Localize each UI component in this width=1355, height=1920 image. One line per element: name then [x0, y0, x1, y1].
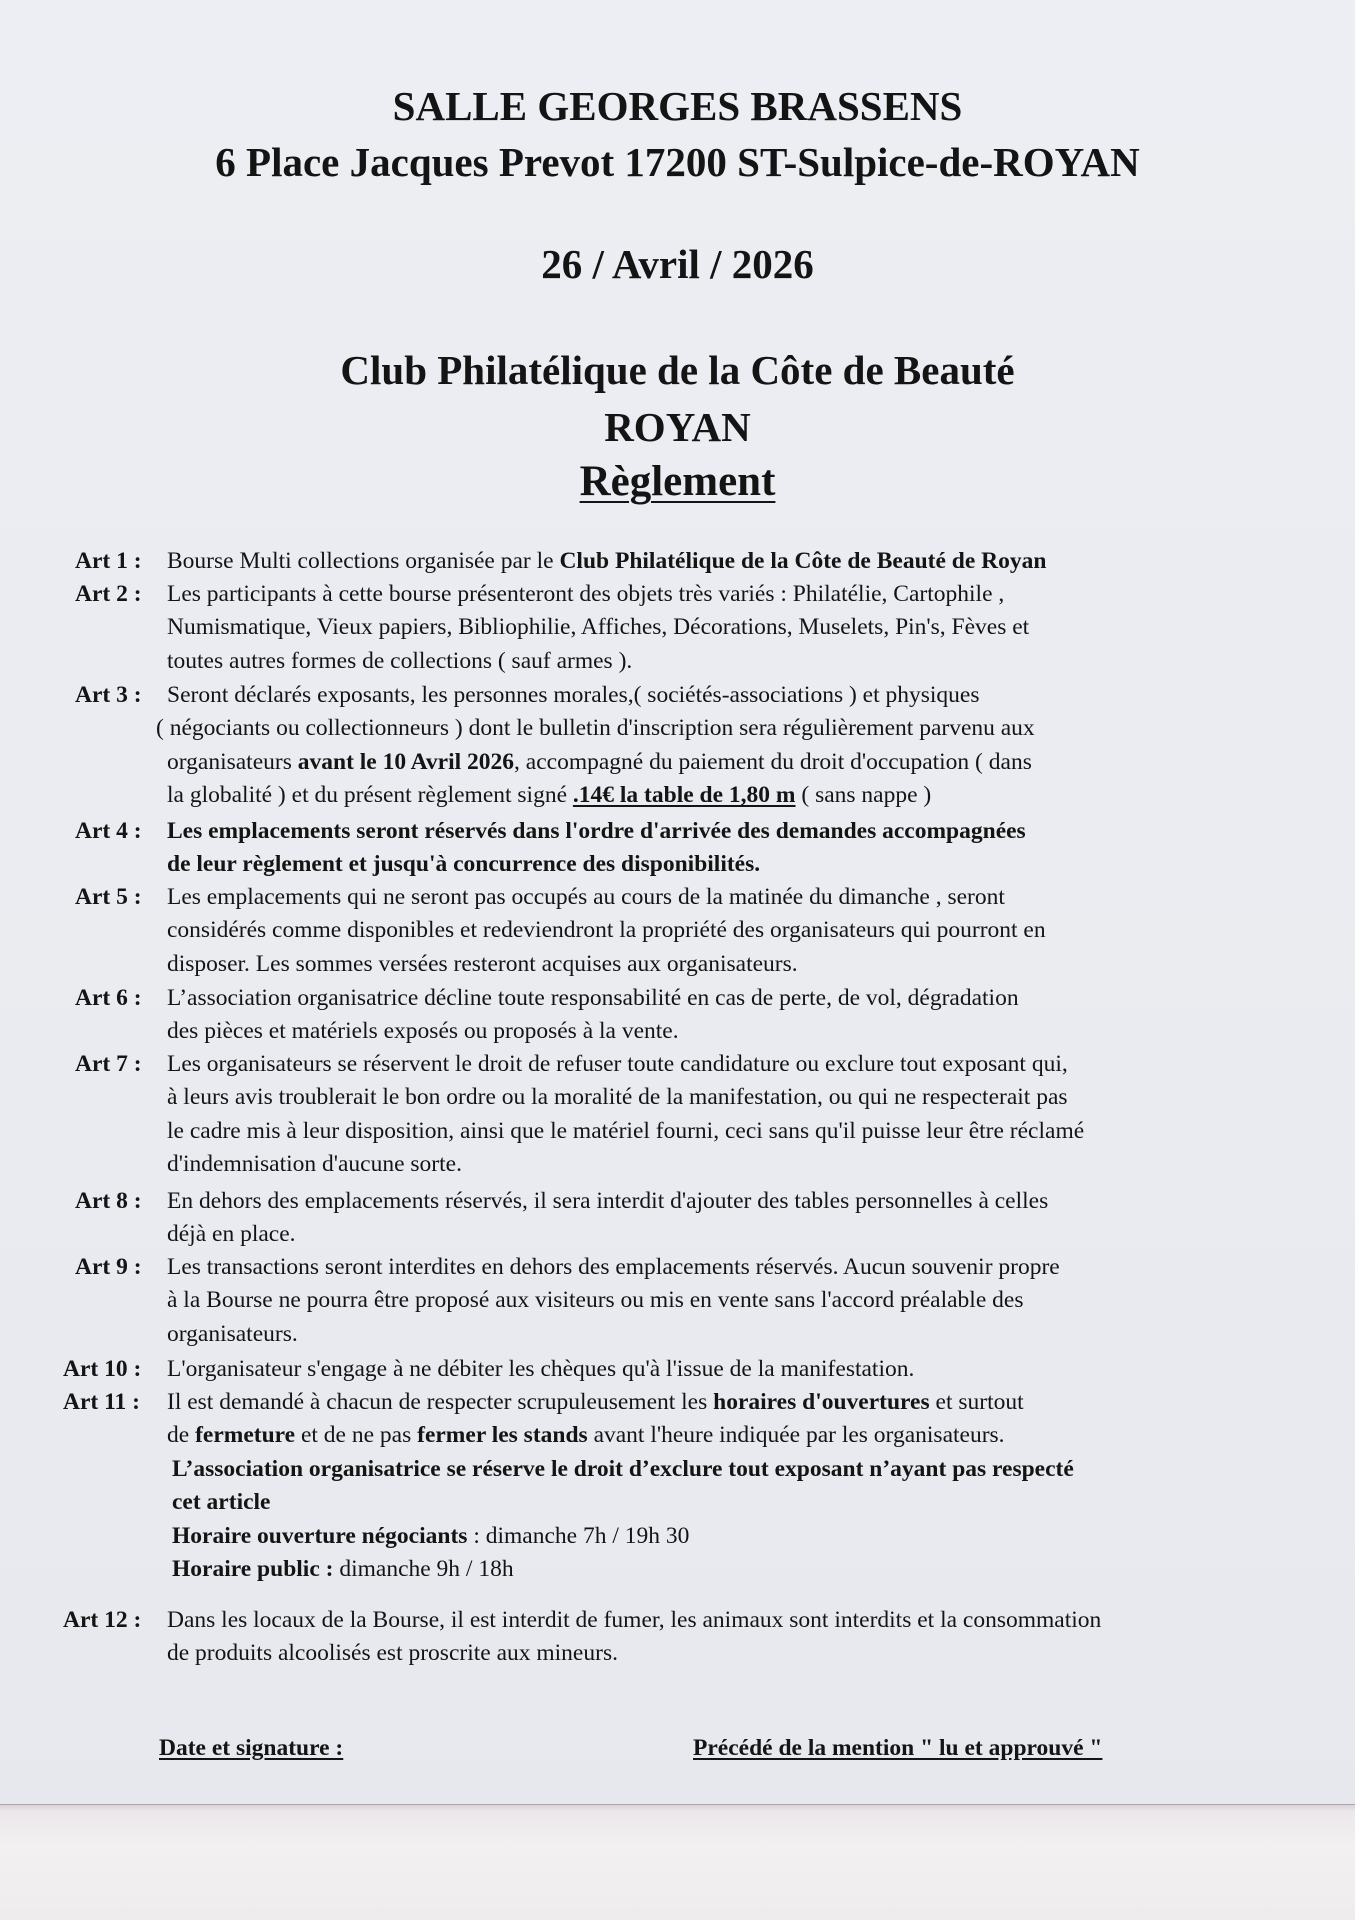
article-number: Art 11 : [63, 1389, 141, 1415]
text-segment: d'indemnisation d'aucune sorte. [167, 1151, 462, 1178]
article-number: Art 2 : [75, 581, 142, 607]
article-number: Art 9 : [75, 1254, 142, 1280]
text-segment: le cadre mis à leur disposition, ainsi que le matériel fourni, ceci sans qu'il puisse leur être réclamé [167, 1117, 1085, 1144]
article-line [167, 884, 1005, 911]
article-line [167, 749, 1032, 776]
text-segment: Il est demandé à chacun de respecter scrupuleusement les [167, 1389, 714, 1415]
scan-margin [0, 1805, 1355, 1920]
article-line [167, 548, 1046, 575]
text-segment: L’association organisatrice se réserve le droit d’exclure tout exposant n’ayant pas respecté [172, 1455, 1074, 1482]
article-line [167, 1321, 298, 1348]
text-segment: Dans les locaux de la Bourse, il est interdit de fumer, les animaux sont interdits et la consommation [167, 1607, 1102, 1633]
text-segment: la globalité ) et du présent règlement signé [167, 782, 573, 809]
text-segment: fermeture [195, 1422, 296, 1449]
rules-title [0, 457, 1355, 506]
text-segment: L'organisateur s'engage à ne débiter les chèques qu'à l'issue de la manifestation. [167, 1356, 915, 1382]
article-line [172, 1556, 514, 1583]
text-segment: organisateurs. [167, 1320, 298, 1347]
club-name: Club Philatélique de la Côte de Beauté [340, 347, 1015, 393]
article-line [167, 1018, 679, 1045]
article-number: Art 8 : [75, 1188, 142, 1214]
text-segment: disposer. Les sommes versées resteront acquises aux organisateurs. [167, 950, 798, 977]
text-segment: Les participants à cette bourse présenteront des objets très variés : Philatélie, Cartophile , [167, 581, 1005, 607]
article-number: Art 5 : [75, 884, 142, 910]
article-line [167, 782, 931, 809]
text-segment: Numismatique, Vieux papiers, Bibliophilie, Affiches, Décorations, Muselets, Pin's, Fèves et [167, 614, 1030, 641]
article-line [167, 985, 1019, 1012]
text-segment: fermer les stands [417, 1422, 588, 1449]
article-line [167, 1287, 1023, 1314]
text-segment: avant l'heure indiquée par les organisateurs. [587, 1422, 1005, 1449]
text-segment: , accompagné du paiement du droit d'occupation ( dans [514, 748, 1032, 775]
text-segment: toutes autres formes de collections ( sauf armes ). [167, 647, 633, 674]
article-number: Art 1 : [75, 548, 142, 574]
article-number: Art 3 : [75, 682, 142, 708]
text-segment: à leurs avis troublerait le bon ordre ou la moralité de la manifestation, ou qui ne respecterait pas [167, 1084, 1068, 1111]
text-segment: Les emplacements qui ne seront pas occupés au cours de la matinée du dimanche , seront [167, 884, 1005, 910]
text-segment: Les transactions seront interdites en dehors des emplacements réservés. Aucun souvenir propre [167, 1254, 1060, 1280]
text-segment: ( sans nappe ) [795, 782, 932, 809]
article-number: Art 10 : [63, 1356, 142, 1382]
article-line [167, 1051, 1068, 1078]
article-line [167, 1151, 462, 1178]
text-segment: dimanche 9h / 18h [333, 1556, 514, 1582]
article-line [167, 648, 632, 675]
article-line [172, 1523, 689, 1550]
article-line [167, 851, 760, 878]
article-number: Art 4 : [75, 818, 142, 844]
approval-mention-label: Précédé de la mention " lu et approuvé " [693, 1735, 1103, 1761]
text-segment: L’association organisatrice décline toute responsabilité en cas de perte, de vol, dégradation [167, 985, 1019, 1011]
article-line [156, 715, 1035, 742]
article-line [167, 1188, 1048, 1215]
text-segment: de produits alcoolisés est proscrite aux mineurs. [167, 1640, 618, 1667]
text-segment: de [167, 1422, 196, 1449]
venue-address: 6 Place Jacques Prevot 17200 ST-Sulpice-de-ROYAN [215, 139, 1140, 185]
text-segment: et surtout [935, 1389, 1024, 1415]
article-line [172, 1489, 271, 1516]
article-line [167, 951, 798, 978]
club-city: ROYAN [604, 404, 751, 450]
article-line [167, 1084, 1068, 1111]
text-segment: Les emplacements seront réservés dans l'ordre d'arrivée des demandes accompagnées [167, 818, 1026, 844]
article-number: Art 12 : [63, 1607, 142, 1633]
article-line [167, 581, 1004, 608]
article-number: Art 7 : [75, 1051, 142, 1077]
venue-title: SALLE GEORGES BRASSENS [392, 83, 963, 129]
text-segment: considérés comme disponibles et redeviendront la propriété des organisateurs qui pourront en [167, 917, 1046, 944]
article-line [167, 1389, 1024, 1416]
text-segment: cet article [172, 1489, 271, 1516]
article-line [167, 682, 980, 709]
article-line [172, 1456, 1074, 1483]
text-segment: et de ne pas [295, 1422, 418, 1449]
text-segment: avant le 10 Avril 2026 [297, 748, 515, 775]
text-segment: Horaire ouverture négociants [172, 1522, 468, 1549]
text-segment: Club Philatélique de la Côte de Beauté de Royan [559, 548, 1047, 574]
text-segment: : dimanche 7h / 19h 30 [467, 1522, 690, 1549]
text-segment: des pièces et matériels exposés ou proposés à la vente. [167, 1018, 679, 1045]
text-segment: déjà en place. [167, 1221, 296, 1248]
article-line [167, 1356, 914, 1383]
text-segment: ( négociants ou collectionneurs ) dont le bulletin d'inscription sera régulièrement parvenu aux [156, 715, 1035, 742]
article-line [167, 1422, 1005, 1449]
text-segment: à la Bourse ne pourra être proposé aux visiteurs ou mis en vente sans l'accord préalable des [167, 1287, 1024, 1314]
article-line [167, 1607, 1101, 1634]
text-segment: En dehors des emplacements réservés, il sera interdit d'ajouter des tables personnelles à celles [167, 1188, 1049, 1214]
text-segment: de leur règlement et jusqu'à concurrence des disponibilités. [167, 851, 761, 878]
text-segment: Horaire public : [172, 1556, 334, 1582]
article-line [167, 1221, 296, 1248]
article-line [167, 818, 1026, 845]
text-segment: Seront déclarés exposants, les personnes morales,( sociétés-associations ) et physiques [167, 682, 980, 708]
text-segment: Bourse Multi collections organisée par le [167, 548, 560, 574]
article-line [167, 614, 1029, 641]
article-line [167, 917, 1046, 944]
text-segment: Les organisateurs se réservent le droit de refuser toute candidature ou exclure tout exposant qui, [167, 1051, 1068, 1077]
text-segment: organisateurs [167, 748, 298, 775]
text-segment: horaires d'ouvertures [713, 1389, 936, 1415]
text-segment: .14€ la table de 1,80 m [572, 782, 796, 809]
article-line [167, 1118, 1084, 1145]
article-number: Art 6 : [75, 985, 142, 1011]
date-signature-label: Date et signature : [159, 1735, 344, 1761]
article-line [167, 1640, 618, 1667]
article-line [167, 1254, 1060, 1281]
event-date: 26 / Avril / 2026 [541, 241, 814, 287]
rules-title-text: Règlement [579, 458, 776, 505]
